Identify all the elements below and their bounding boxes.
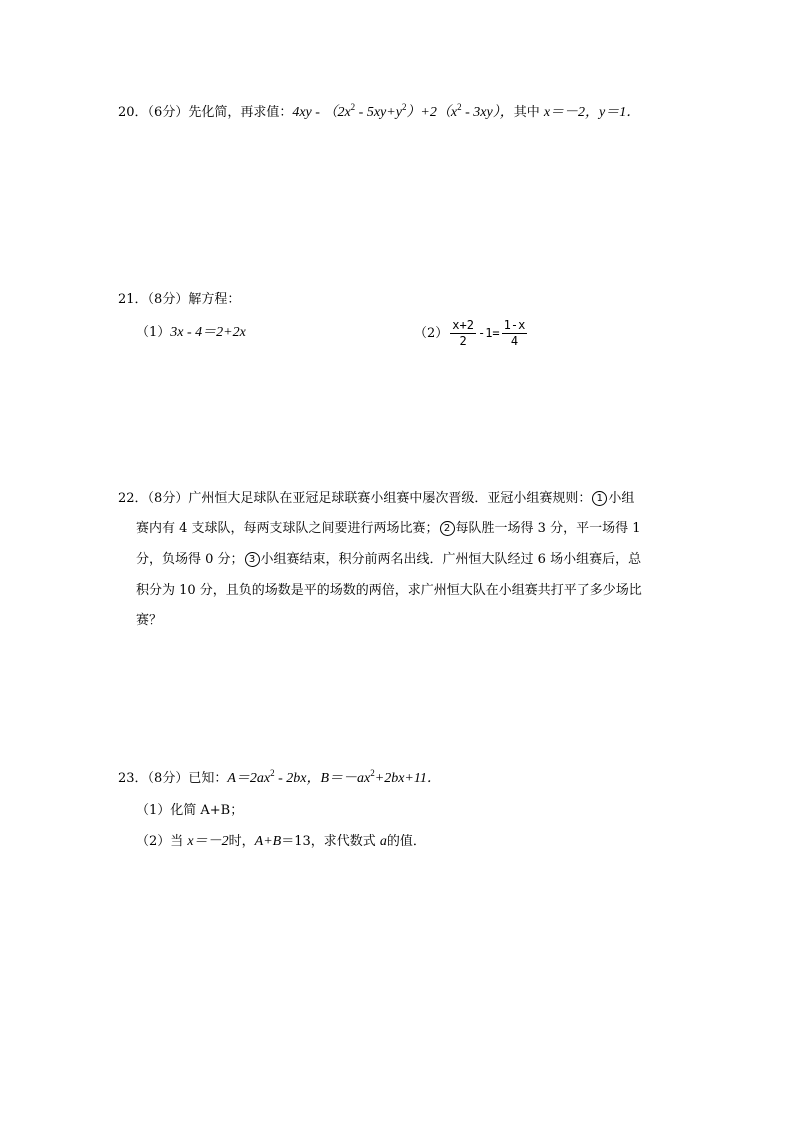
q21-part-1 [136, 324, 246, 342]
q23-tail: 的值． [386, 834, 426, 849]
q22-line-5: 赛？ [136, 613, 163, 628]
q23-variable-a: a [379, 834, 387, 849]
circled-number-3: 3 [245, 552, 260, 567]
q23-expressions: $A=2ax^2 - 2bx$，$B=-ax^2+2bx+11$． [227, 768, 441, 786]
q23-x-value: x＝－2 [187, 834, 229, 849]
q22-line-2-end: 每队胜一场得 3 分，平一场得 1 [455, 521, 641, 536]
q23-part-2 [136, 833, 426, 851]
q20-condition-label: 其中 [513, 105, 544, 120]
circled-number-2: 2 [440, 521, 455, 536]
q22-number: 22． [118, 491, 148, 506]
q20-condition: x＝－2，y＝1． [543, 105, 641, 120]
q22-line-4: 积分为 10 分，且负的场数是平的场数的两倍，求广州恒大队在小组赛共打平了多少场比 [136, 583, 642, 598]
q23-when: 时， [228, 834, 255, 849]
question-23 [118, 770, 441, 788]
q22-line-2-text: 赛内有 4 支球队，每两支球队之间要进行两场比赛； [136, 521, 439, 536]
q23-part-1: （1）化简 A+B； [136, 803, 244, 818]
q22-line-2 [136, 520, 641, 538]
q23-score: （8分） [147, 771, 189, 786]
q21-title: 解方程： [188, 292, 241, 307]
q20-instruction: 先化简，再求值： [188, 105, 293, 120]
question-20 [118, 104, 640, 122]
q21-part-2-label: （2） [414, 326, 449, 341]
q23-number: 23． [118, 771, 148, 786]
question-21 [118, 291, 240, 309]
q23-requirement: ＝13，求代数式 [281, 834, 380, 849]
q21-part-2 [414, 318, 529, 349]
q23-part-2-label: （2）当 [136, 834, 188, 849]
q21-score: （8分） [147, 292, 189, 307]
q23-given: 已知： [188, 771, 228, 786]
q21-fraction-2: $\frac{1-x}{4}$ [503, 318, 526, 348]
q22-score: （8分） [147, 491, 189, 506]
q22-line-3-text: 分，负场得 0 分； [136, 552, 244, 567]
q20-score: （6分） [147, 105, 189, 120]
q20-number: 20． [118, 105, 148, 120]
q22-line-3-end: 小组赛结束，积分前两名出线．广州恒大队经过 6 场小组赛后，总 [260, 552, 642, 567]
q21-fraction-1: $\frac{x+2}{2}$ [452, 318, 474, 348]
q21-part-1-equation: 3x - 4＝2+2x [170, 325, 246, 340]
q22-line-1-end: 小组 [608, 491, 635, 506]
q22-line-1: 广州恒大足球队在亚冠足球联赛小组赛中屡次晋级．亚冠小组赛规则： [188, 491, 592, 506]
q21-number: 21． [118, 292, 148, 307]
circled-number-1: 1 [592, 491, 607, 506]
question-22 [118, 490, 634, 508]
q23-sum: A+B [254, 834, 282, 849]
q22-line-3 [136, 551, 641, 569]
q21-part-2-middle: -1= [477, 326, 500, 340]
q20-expression: $4xy - (2x^2 - 5xy+y^2)+2(x^2 - 3xy)$， [292, 102, 514, 120]
q21-part-1-label: （1） [136, 325, 171, 340]
